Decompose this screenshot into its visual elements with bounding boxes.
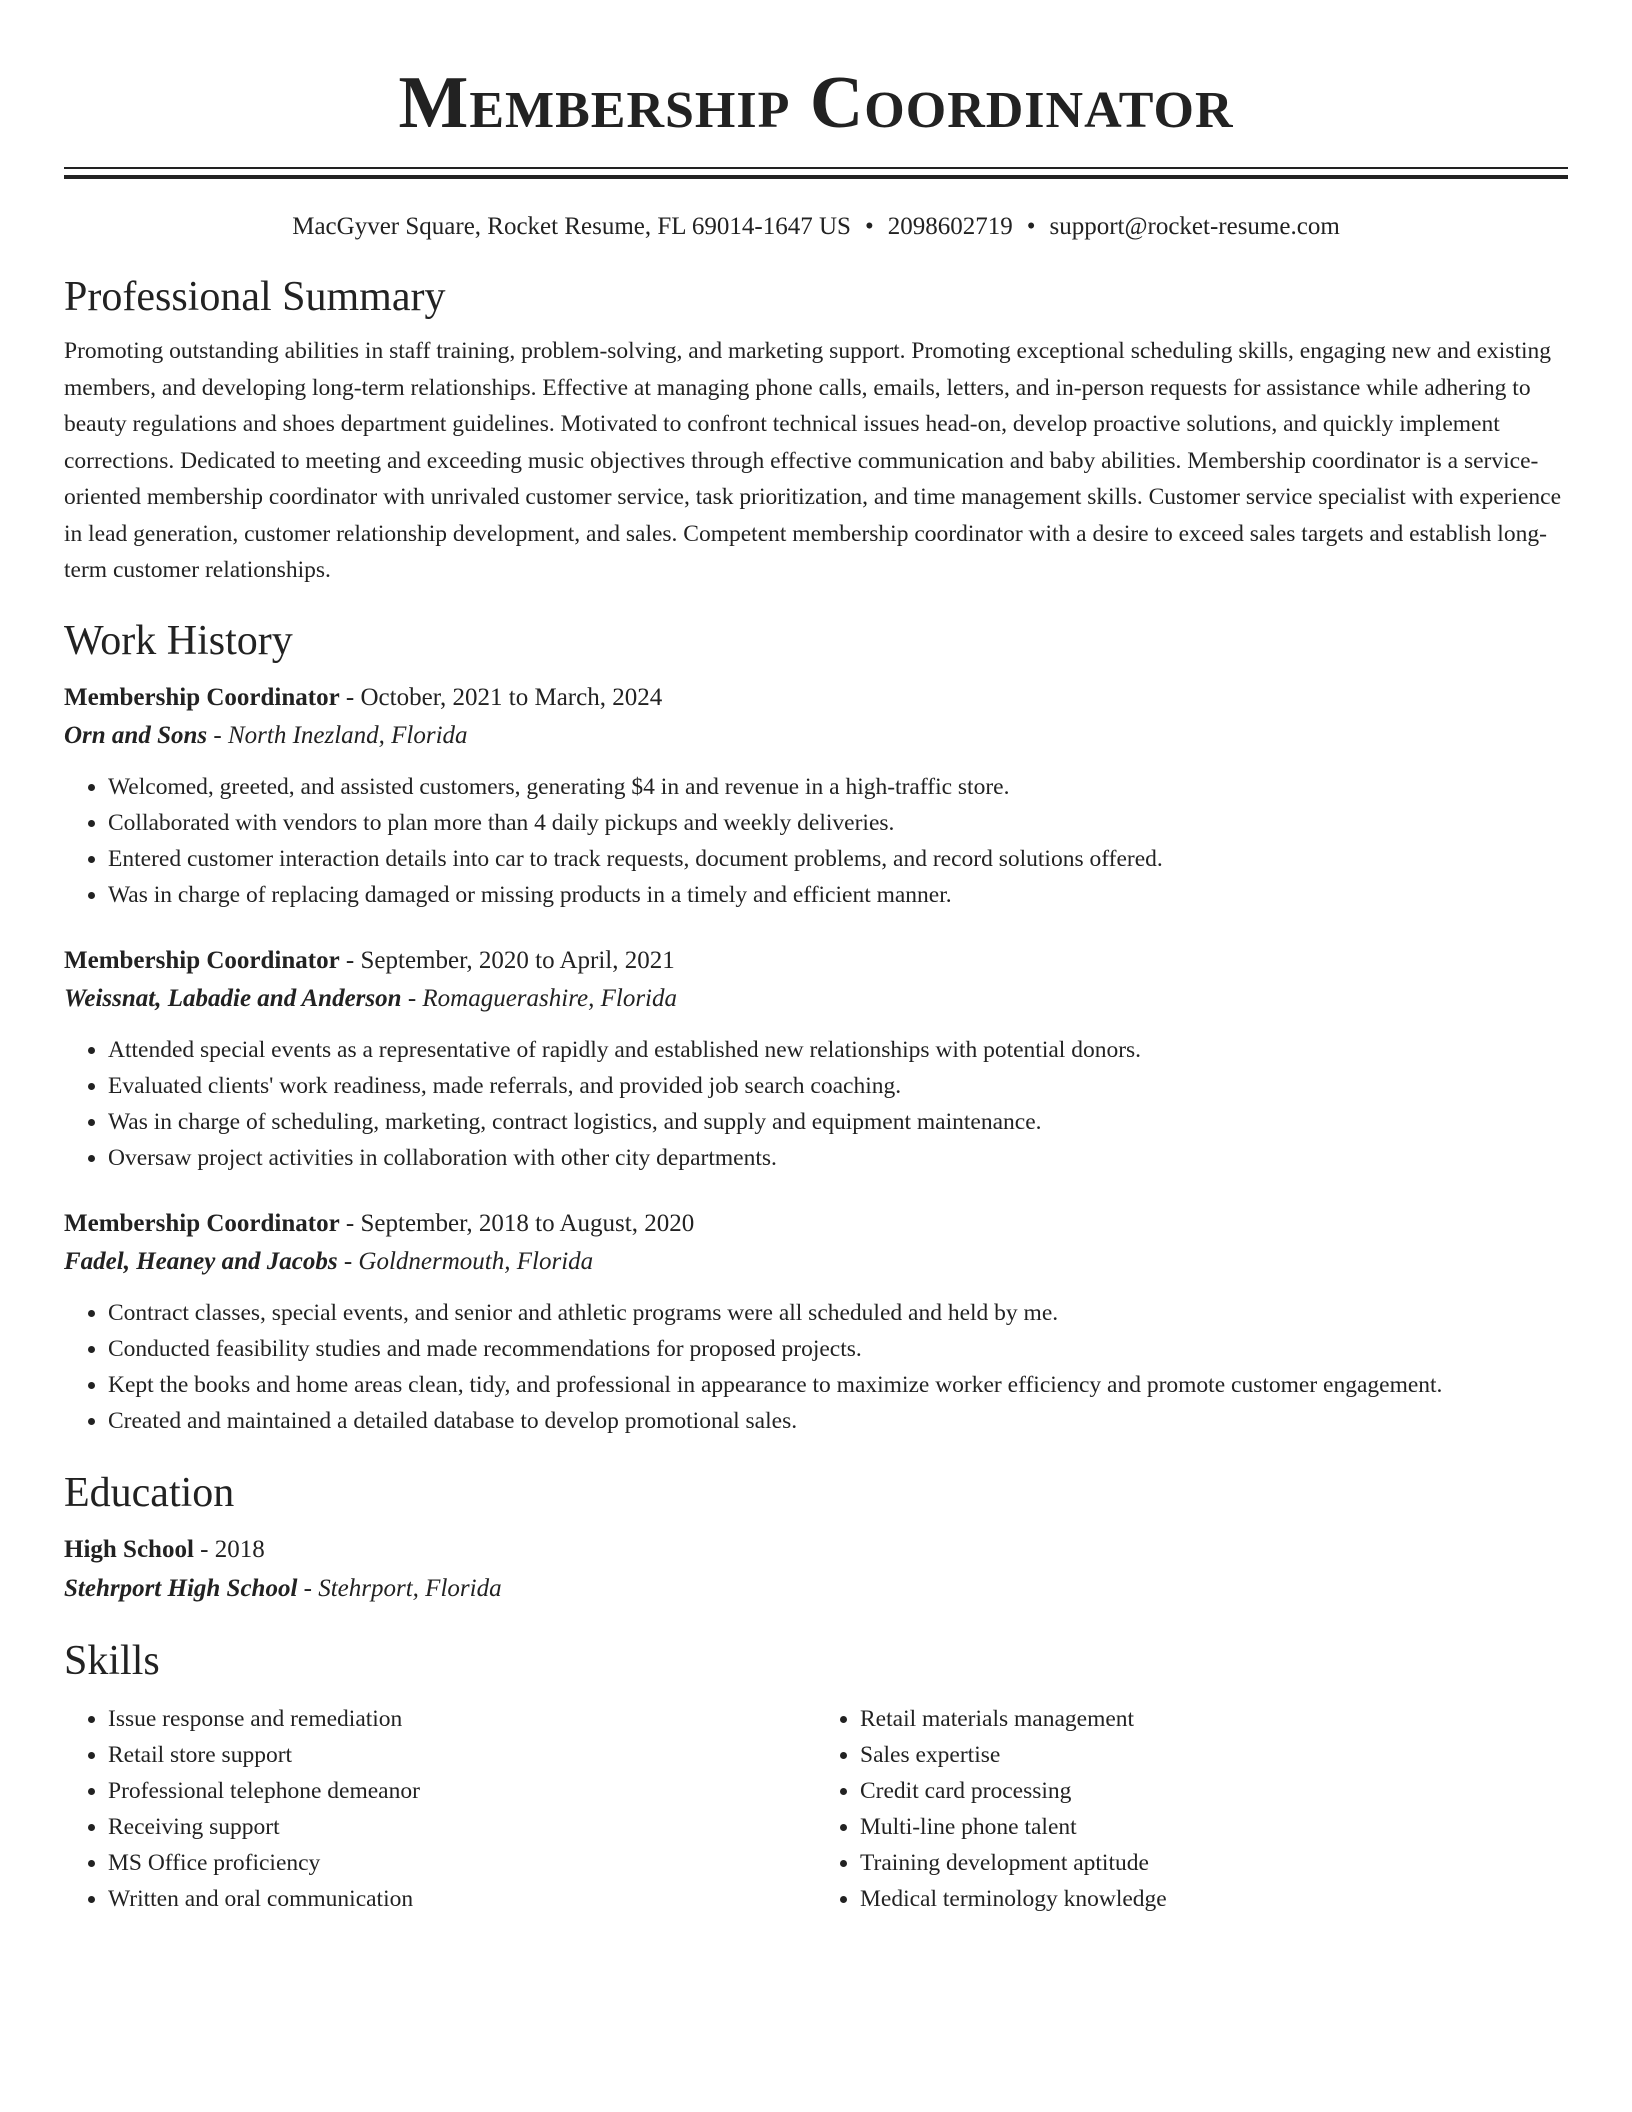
job-bullet: • Entered customer interaction details into car to track requests, document problems, and record solutions offered. bbox=[108, 841, 1568, 877]
job-location: - Romaguerashire, Florida bbox=[401, 984, 678, 1012]
job-role: Membership Coordinator bbox=[64, 946, 340, 974]
skill-item: • Sales expertise bbox=[860, 1737, 1568, 1773]
job-title-line bbox=[64, 942, 1568, 980]
job-bullet: • Oversaw project activities in collaboration with other city departments. bbox=[108, 1140, 1568, 1176]
job-bullet: • Conducted feasibility studies and made recommendations for proposed projects. bbox=[108, 1331, 1568, 1367]
job-company-line bbox=[64, 717, 1568, 755]
contact-separator: • bbox=[1026, 213, 1036, 240]
job-company-line bbox=[64, 980, 1568, 1018]
education-location: - Stehrport, Florida bbox=[297, 1574, 502, 1602]
job-bullet: • Created and maintained a detailed database to develop promotional sales. bbox=[108, 1403, 1568, 1439]
job-title-line bbox=[64, 679, 1568, 717]
job-entry bbox=[64, 679, 1568, 913]
job-entry bbox=[64, 942, 1568, 1176]
skill-item: • Retail store support bbox=[108, 1737, 816, 1773]
job-location: - North Inezland, Florida bbox=[207, 721, 468, 749]
job-bullet: • Welcomed, greeted, and assisted customers, generating $4 in and revenue in a high-traffic store. bbox=[108, 769, 1568, 805]
skills-heading: Skills bbox=[64, 1637, 160, 1684]
job-dates: - September, 2020 to April, 2021 bbox=[339, 946, 675, 974]
contact-line bbox=[64, 211, 1568, 243]
summary-heading: Professional Summary bbox=[64, 274, 446, 320]
candidate-name: Membership Coordinator bbox=[398, 62, 1234, 144]
job-dates: - September, 2018 to August, 2020 bbox=[339, 1209, 695, 1237]
job-bullets bbox=[64, 1295, 1568, 1439]
job-dates: - October, 2021 to March, 2024 bbox=[339, 683, 663, 711]
job-bullets bbox=[64, 1032, 1568, 1176]
header-divider-thin bbox=[64, 167, 1568, 169]
skill-item: • Credit card processing bbox=[860, 1773, 1568, 1809]
job-bullet: • Was in charge of replacing damaged or missing products in a timely and efficient manner. bbox=[108, 877, 1568, 913]
job-entry bbox=[64, 1205, 1568, 1439]
job-role: Membership Coordinator bbox=[64, 683, 340, 711]
job-bullet: • Contract classes, special events, and senior and athletic programs were all scheduled and held by me. bbox=[108, 1295, 1568, 1331]
education-heading: Education bbox=[64, 1469, 235, 1516]
skill-item: • Issue response and remediation bbox=[108, 1701, 816, 1737]
job-company: Fadel, Heaney and Jacobs bbox=[64, 1247, 338, 1275]
skill-item: • Retail materials management bbox=[860, 1701, 1568, 1737]
job-role: Membership Coordinator bbox=[64, 1209, 340, 1237]
job-company: Orn and Sons bbox=[64, 721, 208, 749]
skill-item: • Professional telephone demeanor bbox=[108, 1773, 816, 1809]
job-bullet: • Kept the books and home areas clean, tidy, and professional in appearance to maximize worker efficiency and promote customer engagement. bbox=[108, 1367, 1568, 1403]
job-location: - Goldnermouth, Florida bbox=[337, 1247, 594, 1275]
job-bullets bbox=[64, 769, 1568, 913]
job-bullet: • Attended special events as a representative of rapidly and established new relationships with potential donors. bbox=[108, 1032, 1568, 1068]
summary-text: Promoting outstanding abilities in staff training, problem-solving, and marketing support. Promoting exceptional scheduling skills, engaging new and existing members, and developing long-term relationships. Effective at managing phone calls, emails, letters, and in-person requests for assistance while adhering to beauty regulations and shoes department guidelines. Motivated to confront technical issues head-on, develop proactive solutions, and quickly implement corrections. Dedicated to meeting and exceeding music objectives through effective communication and baby abilities. Membership coordinator is a service-oriented membership coordinator with unrivaled customer service, task prioritization, and time management skills. Customer service specialist with experience in lead generation, customer relationship development, and sales. Competent membership coordinator with a desire to exceed sales targets and establish long-term customer relationships. bbox=[64, 338, 1562, 583]
skill-item: • Training development aptitude bbox=[860, 1845, 1568, 1881]
skill-item: • MS Office proficiency bbox=[108, 1845, 816, 1881]
contact-email: support@rocket-resume.com bbox=[1049, 213, 1340, 240]
job-bullet: • Was in charge of scheduling, marketing, contract logistics, and supply and equipment maintenance. bbox=[108, 1104, 1568, 1140]
job-company: Weissnat, Labadie and Anderson bbox=[64, 984, 402, 1012]
skill-item: • Multi-line phone talent bbox=[860, 1809, 1568, 1845]
header-divider-thick bbox=[64, 175, 1568, 179]
education-school: Stehrport High School bbox=[64, 1574, 298, 1602]
skills-list-right bbox=[816, 1701, 1568, 1917]
skill-item: • Medical terminology knowledge bbox=[860, 1881, 1568, 1917]
skills-columns bbox=[64, 1701, 1568, 1917]
job-bullet: • Evaluated clients' work readiness, made referrals, and provided job search coaching. bbox=[108, 1068, 1568, 1104]
skills-list-left bbox=[64, 1701, 816, 1917]
skill-item: • Receiving support bbox=[108, 1809, 816, 1845]
job-bullet: • Collaborated with vendors to plan more than 4 daily pickups and weekly deliveries. bbox=[108, 805, 1568, 841]
education-degree-line bbox=[64, 1531, 1568, 1569]
contact-address: MacGyver Square, Rocket Resume, FL 69014-1647 US bbox=[292, 213, 851, 240]
contact-separator: • bbox=[864, 213, 874, 240]
education-degree: High School bbox=[64, 1535, 194, 1563]
job-title-line bbox=[64, 1205, 1568, 1243]
job-company-line bbox=[64, 1243, 1568, 1281]
education-school-line bbox=[64, 1569, 1568, 1609]
work-history-heading: Work History bbox=[64, 617, 293, 664]
contact-phone: 2098602719 bbox=[887, 213, 1013, 240]
skill-item: • Written and oral communication bbox=[108, 1881, 816, 1917]
education-year: - 2018 bbox=[193, 1535, 265, 1563]
